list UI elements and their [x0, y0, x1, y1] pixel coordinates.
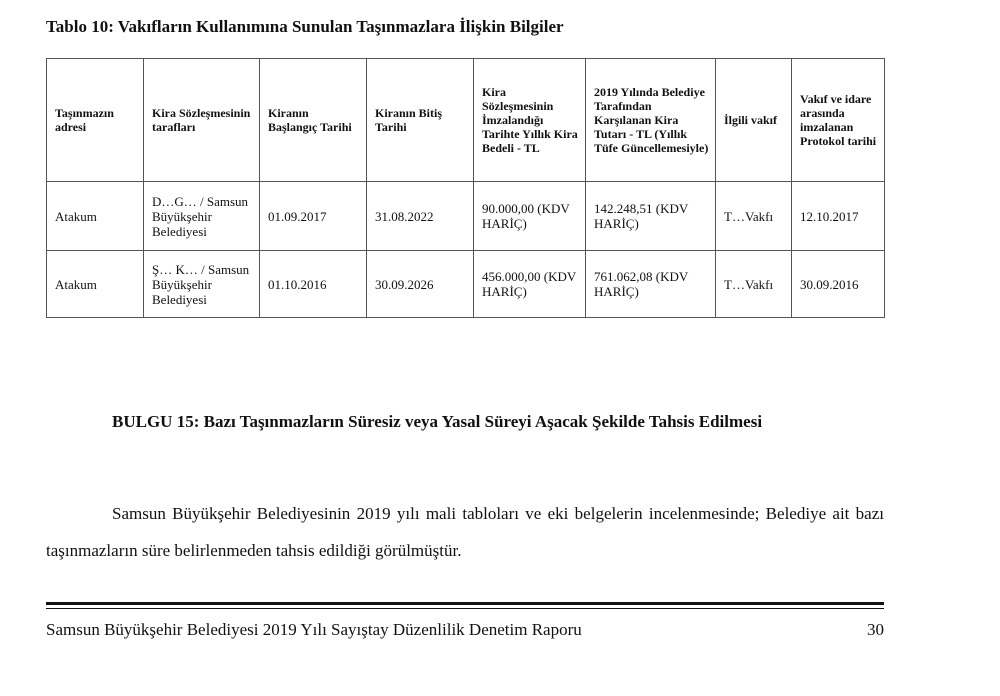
- footer-rule-thin: [46, 608, 884, 609]
- page-number: 30: [867, 620, 884, 639]
- table-row: [47, 251, 885, 318]
- cell-parties: D…G… / Samsun Büyükşehir Belediyesi: [144, 182, 260, 251]
- header-protocol-date: Vakıf ve idare arasında imzalanan Protokol tarihi: [792, 59, 885, 182]
- cell-end-date: 31.08.2022: [367, 182, 474, 251]
- cell-rent-2019: 761.062,08 (KDV HARİÇ): [586, 251, 716, 318]
- cell-foundation: T…Vakfı: [716, 182, 792, 251]
- header-annual-rent: Kira Sözleşmesinin İmzalandığı Tarihte Yıllık Kira Bedeli - TL: [474, 59, 586, 182]
- table-caption: Tablo 10: Vakıfların Kullanımına Sunulan Taşınmazlara İlişkin Bilgiler: [46, 17, 564, 36]
- foundation-property-table: [46, 58, 885, 318]
- header-parties: Kira Sözleşmesinin tarafları: [144, 59, 260, 182]
- body-paragraph: Samsun Büyükşehir Belediyesinin 2019 yılı mali tabloları ve eki belgelerin incelenmesinde; Belediye ait bazı taşınmazların süre belirlenmeden tahsis edildiği görülmüştür.: [46, 504, 884, 560]
- header-rent-2019: 2019 Yılında Belediye Tarafından Karşılanan Kira Tutarı - TL (Yıllık Tüfe Güncellemesiyle): [586, 59, 716, 182]
- cell-start-date: 01.09.2017: [260, 182, 367, 251]
- finding-heading: BULGU 15: Bazı Taşınmazların Süresiz veya Yasal Süreyi Aşacak Şekilde Tahsis Edilmesi: [112, 412, 763, 431]
- header-start-date: Kiranın Başlangıç Tarihi: [260, 59, 367, 182]
- cell-annual-rent: 456.000,00 (KDV HARİÇ): [474, 251, 586, 318]
- table-row: [47, 182, 885, 251]
- cell-end-date: 30.09.2026: [367, 251, 474, 318]
- header-address: Taşınmazın adresi: [47, 59, 144, 182]
- cell-annual-rent: 90.000,00 (KDV HARİÇ): [474, 182, 586, 251]
- cell-address: Atakum: [47, 251, 144, 318]
- cell-foundation: T…Vakfı: [716, 251, 792, 318]
- cell-parties: Ş… K… / Samsun Büyükşehir Belediyesi: [144, 251, 260, 318]
- table-header-row: [47, 59, 885, 182]
- cell-start-date: 01.10.2016: [260, 251, 367, 318]
- cell-address: Atakum: [47, 182, 144, 251]
- header-end-date: Kiranın Bitiş Tarihi: [367, 59, 474, 182]
- footer-report-title: Samsun Büyükşehir Belediyesi 2019 Yılı Sayıştay Düzenlilik Denetim Raporu: [46, 620, 582, 639]
- cell-rent-2019: 142.248,51 (KDV HARİÇ): [586, 182, 716, 251]
- cell-protocol-date: 12.10.2017: [792, 182, 885, 251]
- header-foundation: İlgili vakıf: [716, 59, 792, 182]
- cell-protocol-date: 30.09.2016: [792, 251, 885, 318]
- footer-rule-thick: [46, 602, 884, 605]
